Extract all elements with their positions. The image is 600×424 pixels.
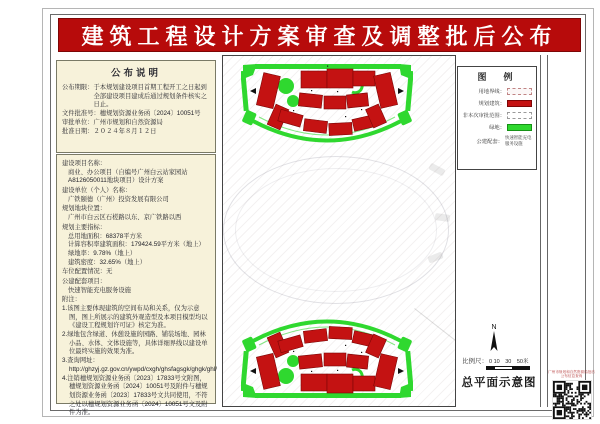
legend-excluded-label: 非本次审批范围： — [462, 113, 505, 119]
indicator-density: 建筑密度：32.65%（地上） — [68, 258, 147, 266]
indicator-green: 绿地率：9.78%（地上） — [68, 249, 137, 257]
legend-green-label: 绿地： — [489, 125, 505, 131]
project-name-label: 建设项目名称： — [62, 160, 107, 167]
date-label: 批准日期： — [62, 127, 94, 135]
scale-label: 比例尺： — [462, 358, 488, 365]
site-plan-map — [222, 55, 456, 407]
legend-facility-value: 快速智能充电服务设施 — [505, 135, 532, 146]
boundary-swatch-icon — [507, 88, 532, 95]
announcement-date-row — [62, 128, 210, 137]
project-unit: 广铁颐德（广州）投资发展有限公司 — [68, 195, 169, 203]
legend-boundary-label: 用地界线： — [478, 89, 505, 95]
scale-bar-segments — [486, 366, 530, 370]
site-plan-cluster-south — [241, 303, 413, 399]
authority-value: 广州市规划和自然资源局 — [93, 118, 163, 126]
north-arrow-icon — [488, 331, 500, 353]
legend-title: 图 例 — [477, 72, 517, 82]
indicator-far: 计算容积率建筑面积：179424.59平方米（地上） — [68, 241, 205, 249]
legend-box — [457, 66, 537, 170]
docno-label: 文件批准号： — [62, 110, 100, 118]
project-panel — [56, 154, 217, 417]
legend-row-boundary — [462, 87, 532, 95]
indicator-area: 总用地面积：68378平方米 — [68, 232, 143, 240]
period-value: 于本规划建设项目首期工程开工之日起到全部建设项目建成后通过规划条件核实之日止。 — [93, 84, 207, 109]
legend-building-label: 规划建筑： — [478, 101, 505, 107]
site-plan-cluster-north — [241, 63, 413, 159]
announcement-docno-row — [62, 110, 210, 119]
announcement-heading: 公布说明 — [110, 68, 161, 79]
qr-code — [552, 380, 592, 420]
parking-info: 车位配置情况：无 — [62, 268, 113, 276]
authority-label: 审批单位： — [62, 118, 94, 126]
sheet-divider-line — [540, 55, 541, 407]
building-swatch-icon — [507, 100, 532, 107]
green-swatch-icon — [507, 124, 532, 131]
scale-ticks: 0 10 30 50米 — [489, 359, 529, 365]
note-1: 1.该图主要体现建筑的空间布局和关系，仅为示意图，图上所展示的建筑外观造型及本项目模型均以《建设工程规划许可证》核定为准。 — [62, 305, 208, 330]
legend-row-green — [462, 123, 532, 131]
qr-caption: 广州市规划和自然资源局批后公布信息查询 — [548, 370, 595, 379]
announcement-panel — [56, 60, 216, 153]
page-title: 建筑工程设计方案审查及调整批后公布 — [81, 23, 558, 49]
project-name: 商业、办公项目（自编号广州白云站家园站A8126050011地块项目）设计方案 — [68, 168, 188, 185]
note-2: 2.绿地包含绿道、休憩设施的园路、铺装场地、园林小品、水体、文体设施等，具体详细界线以建设单位最终实施的效果为准。 — [62, 331, 208, 356]
project-unit-label: 建设单位（个人）名称： — [62, 187, 132, 195]
announcement-authority-row — [62, 119, 210, 128]
central-plaza-inner-circle — [235, 168, 437, 292]
docno-value: 穗规划资源业务函〔2024〕10051号 — [99, 110, 201, 118]
note-4: 4.注销穗规划资源业务函〔2023〕17833号文附图，穗规划资源业务函〔2024〕10051号及附件与穗规划资源业务函〔2023〕17833号文共同使用，不符之处以穗规划资源业务函〔2024〕10051号文及附件为准。 — [62, 374, 208, 417]
period-label: 公布期限： — [62, 84, 94, 92]
project-location: 广州市白云区石槎路以东、京广铁路以西 — [68, 214, 182, 222]
notes-heading: 附注： — [62, 296, 81, 304]
date-value: ２０２４年８月１２日 — [93, 127, 157, 135]
announcement-period-row — [62, 84, 210, 110]
north-label: N — [491, 324, 497, 331]
facility-label: 公建配套项目： — [62, 277, 107, 285]
north-arrow — [487, 324, 501, 358]
legend-row-building — [462, 99, 532, 107]
qr-code-icon — [553, 381, 591, 419]
note-3: 3.查询网址：http://ghzyj.gz.gov.cn/ywpd/cxgh/ghsfagsgk/ghgk/ghl/ — [62, 357, 217, 373]
indicators-label: 规划主要指标： — [62, 223, 107, 231]
excluded-swatch-icon — [507, 112, 532, 119]
title-banner — [58, 18, 581, 52]
scale-bar — [462, 356, 538, 370]
legend-row-facility — [462, 135, 532, 146]
facility-value: 快速智能充电服务设施 — [68, 286, 131, 294]
legend-row-excluded — [462, 111, 532, 119]
qr-block — [548, 370, 595, 420]
legend-facility-label: 公建配套： — [476, 138, 503, 145]
map-caption: 总平面示意图 — [461, 377, 537, 389]
project-location-label: 规划地块位置： — [62, 205, 107, 213]
sheet-divider-line — [547, 55, 548, 407]
